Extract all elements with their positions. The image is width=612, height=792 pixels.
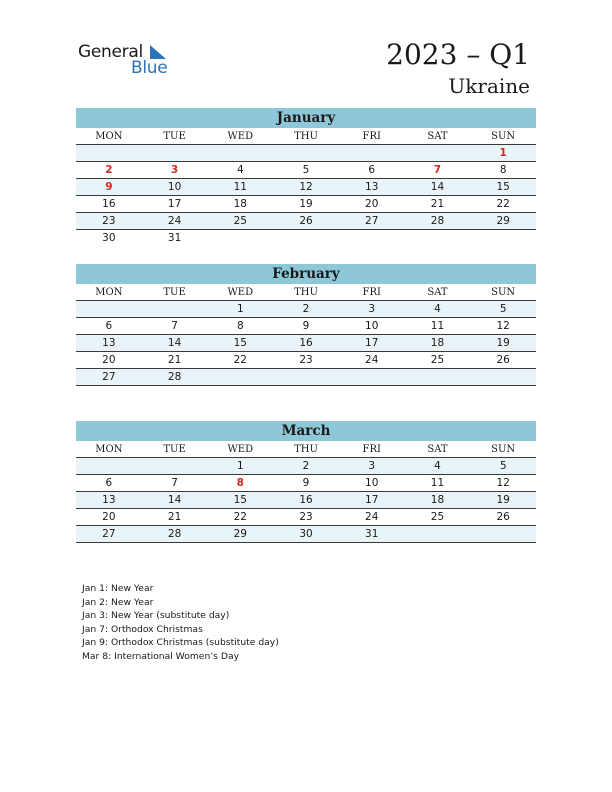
week-row [76,492,536,509]
date-cell: 6 [105,320,113,332]
date-cell: 26 [496,354,510,366]
date-cell: 31 [167,232,182,244]
month-title: January [76,108,536,128]
week-row [76,145,536,162]
date-cell: 17 [365,494,379,506]
weekday-label: MON [95,131,123,142]
date-cell: 17 [167,198,182,210]
date-cell: 5 [499,460,507,472]
date-cell: 25 [430,354,445,366]
date-cell: 16 [102,198,116,210]
date-cell [76,458,142,474]
holiday-date-cell: 2 [105,164,113,176]
date-cell: 19 [299,198,313,210]
date-cell: 4 [434,460,441,472]
date-cell: 20 [102,354,116,366]
weekday-label: SUN [491,444,516,455]
weekday-header-row [76,284,536,301]
holiday-list [82,582,279,664]
date-cell: 9 [302,477,310,489]
date-cell: 7 [171,320,178,332]
weekday-label: TUE [163,131,186,142]
date-cell: 22 [233,511,247,523]
date-cell: 5 [499,303,507,315]
date-cell [273,369,339,385]
date-cell: 19 [496,337,510,349]
date-cell: 20 [365,198,379,210]
date-cell: 3 [368,303,376,315]
date-cell: 2 [302,303,310,315]
weekday-label: SUN [491,287,516,298]
month-title: February [76,264,536,284]
date-cell [405,230,471,247]
holiday-entry: Jan 1: New Year [82,583,154,594]
weekday-label: FRI [362,131,381,142]
date-cell [470,230,536,247]
date-cell: 10 [365,477,379,489]
date-cell: 14 [167,494,182,506]
weekday-label: SAT [427,287,448,298]
date-cell: 22 [496,198,510,210]
date-cell [273,230,339,247]
date-cell [207,369,273,385]
date-cell [470,526,536,542]
holiday-entry: Jan 3: New Year (substitute day) [82,610,230,622]
month-calendar-january [76,108,536,247]
date-cell: 15 [233,337,247,349]
week-row [76,475,536,492]
weekday-label: THU [294,444,318,455]
date-cell: 23 [299,511,313,523]
month-title: March [76,421,536,441]
date-cell: 22 [233,354,247,366]
weekday-label: FRI [362,444,381,455]
date-cell [142,458,208,474]
date-cell: 28 [167,528,182,540]
date-cell: 14 [430,181,445,193]
date-cell: 27 [365,215,379,227]
week-row [76,318,536,335]
date-cell: 9 [302,320,310,332]
date-cell: 4 [236,164,244,176]
date-cell: 25 [233,215,247,227]
date-cell: 24 [365,354,379,366]
date-cell: 15 [233,494,247,506]
date-cell: 11 [430,477,445,489]
date-cell: 27 [102,528,116,540]
date-cell [207,145,273,161]
weekday-label: SUN [491,131,516,142]
date-cell [339,369,405,385]
date-cell: 11 [233,181,247,193]
week-row [76,230,536,247]
date-cell [405,145,471,161]
weekday-header-row [76,128,536,145]
date-cell: 4 [434,303,441,315]
brand-logo [78,42,178,82]
date-cell: 18 [430,494,445,506]
holiday-date-cell: 3 [170,164,179,176]
date-cell: 30 [102,232,116,244]
date-cell: 27 [102,371,116,383]
week-row [76,509,536,526]
weekday-label: TUE [163,444,186,455]
date-cell: 13 [365,181,379,193]
date-cell [273,145,339,161]
date-cell: 25 [430,511,445,523]
date-cell: 23 [299,354,313,366]
date-cell: 26 [496,511,510,523]
date-cell [142,145,208,161]
holiday-entry: Jan 7: Orthodox Christmas [82,623,203,635]
page-title: 2023 – Q1 [386,38,530,71]
date-cell: 5 [302,164,310,176]
date-cell: 11 [430,320,445,332]
weekday-label: FRI [362,287,381,298]
date-cell: 1 [236,460,244,472]
date-cell: 19 [496,494,510,506]
weekday-label: SAT [427,444,448,455]
weekday-label: TUE [163,287,186,298]
date-cell: 21 [167,511,182,523]
date-cell: 28 [167,371,182,383]
date-cell: 6 [105,477,113,489]
week-row [76,335,536,352]
date-cell [405,526,471,542]
date-cell: 12 [299,181,313,193]
date-cell: 18 [430,337,445,349]
date-cell: 21 [167,354,182,366]
holiday-entry: Jan 2: New Year [82,596,154,608]
date-cell: 29 [496,215,510,227]
date-cell: 13 [102,337,116,349]
date-cell [339,230,405,247]
date-cell: 12 [496,477,510,489]
weekday-label: MON [95,444,123,455]
date-cell: 13 [102,494,116,506]
date-cell [405,369,471,385]
date-cell: 24 [365,511,379,523]
date-cell: 15 [496,181,510,193]
date-cell: 23 [102,215,116,227]
weekday-label: SAT [427,131,448,142]
holiday-entry: Jan 9: Orthodox Christmas (substitute day) [82,637,279,649]
week-row [76,458,536,475]
holiday-date-cell: 8 [236,477,244,489]
date-cell: 8 [236,320,244,332]
date-cell: 17 [365,337,379,349]
date-cell: 14 [167,337,182,349]
date-cell [207,230,273,247]
date-cell: 16 [299,494,313,506]
week-row [76,352,536,369]
week-row [76,301,536,318]
logo-text-blue: Blue [131,58,168,78]
date-cell: 24 [167,215,182,227]
weekday-header-row [76,441,536,458]
week-row [76,179,536,196]
holiday-date-cell: 1 [499,147,507,159]
date-cell: 18 [233,198,247,210]
date-cell: 30 [299,528,313,540]
date-cell [470,369,536,385]
holiday-date-cell: 7 [433,164,442,176]
date-cell [76,301,142,317]
holiday-entry: Mar 8: International Women’s Day [82,650,240,662]
date-cell: 26 [299,215,313,227]
week-row [76,213,536,230]
country-name: Ukraine [448,74,530,98]
week-row [76,196,536,213]
date-cell: 10 [167,181,182,193]
date-cell: 1 [236,303,244,315]
holiday-date-cell: 9 [105,181,113,193]
weekday-label: WED [227,287,254,298]
weekday-label: WED [227,444,254,455]
date-cell [339,145,405,161]
weekday-label: THU [294,287,318,298]
weekday-label: THU [294,131,318,142]
month-calendar-february [76,264,536,386]
date-cell: 7 [171,477,178,489]
date-cell: 6 [368,164,376,176]
date-cell: 28 [430,215,445,227]
weekday-label: WED [227,131,254,142]
date-cell: 10 [365,320,379,332]
date-cell: 21 [430,198,445,210]
weekday-label: MON [95,287,123,298]
date-cell: 31 [365,528,379,540]
date-cell [76,145,142,161]
logo-text-general: General [78,42,143,62]
week-row [76,526,536,543]
date-cell: 8 [499,164,507,176]
date-cell: 16 [299,337,313,349]
date-cell: 12 [496,320,510,332]
week-row [76,162,536,179]
date-cell: 29 [233,528,247,540]
date-cell: 20 [102,511,116,523]
date-cell: 3 [368,460,376,472]
week-row [76,369,536,386]
date-cell [142,301,208,317]
date-cell: 2 [302,460,310,472]
month-calendar-march [76,421,536,543]
